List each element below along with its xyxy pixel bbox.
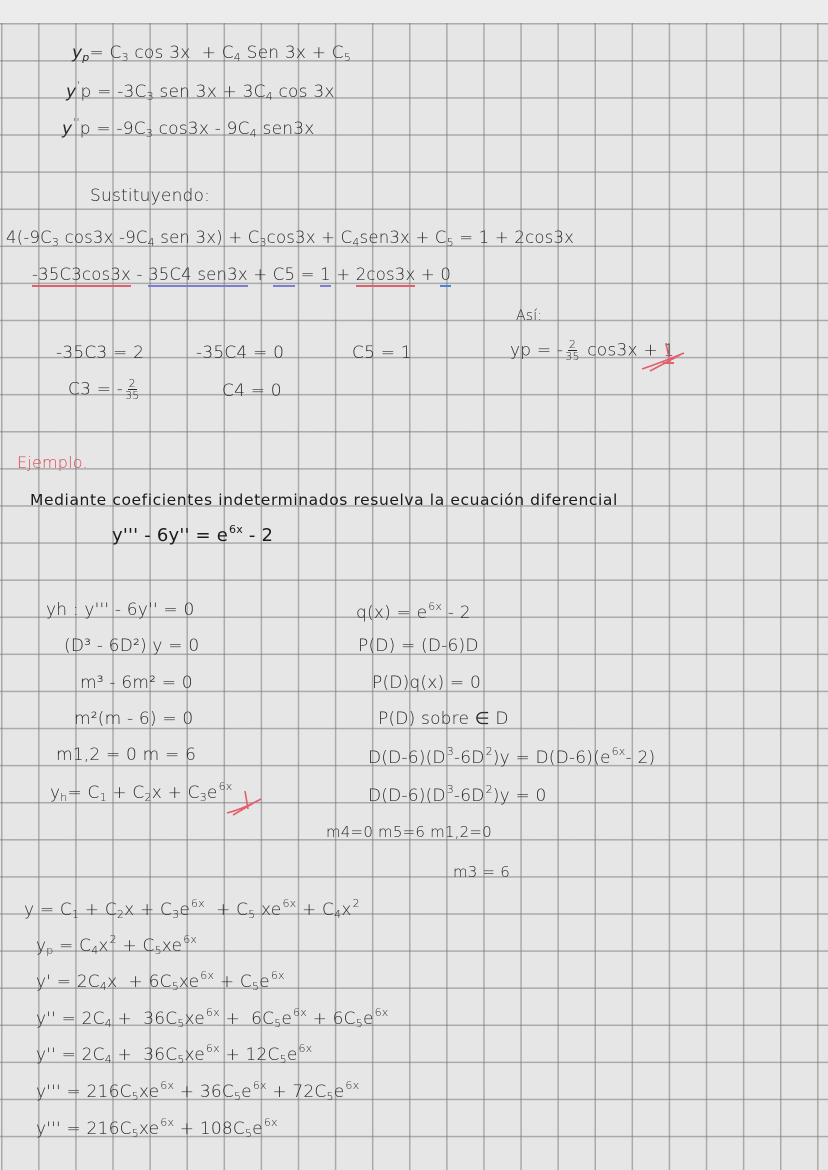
yp-derivative-1: $y' = 2C_4x + 6C_5xe^{6x} + C_5e^{6x}$ [36,969,285,993]
homogeneous-line-5: m1,2 = 0 m = 6 [56,745,197,765]
roots-line: m4=0 m5=6 m1,2=0 [326,823,492,841]
root-m3: m3 = 6 [453,863,511,881]
homogeneous-line-4: m²(m - 6) = 0 [74,709,194,729]
result-yp: yp = - $\frac{2}{35}$ cos3x + 1 [510,338,675,363]
eq-c3: -35C3 = 2 [56,343,145,363]
yp-first-derivative: $y'p = -3C_3$ sen $3x + 3C_4$ cos 3x [66,79,335,103]
yp-derivative-2a: $y'' = 2C_4 + 36C_5xe^{6x} + 6C_5e^{6x} + 6C_5e^{6x}$ [36,1006,389,1030]
example-statement: Mediante coeficientes indeterminados resuelva la ecuación diferencial [30,491,618,509]
term-cos: 2cos3x [356,265,416,287]
term-one: 1 [320,265,331,287]
substituting-label: Sustituyendo: [90,186,211,206]
yp-derivative-2b: $y'' = 2C_4 + 36C_5xe^{6x} + 12C_5e^{6x}$ [36,1042,313,1066]
yp-equation: $y_p= C_3$ $\cos 3x + C_4$ Sen $3x + C_5$ [72,43,352,64]
general-form: $y = C_1 + C_2x + C_3e^{6x} + C_5$ $xe^{6x} + C_4x^2$ [24,897,360,921]
eq-c4: -35C4 = 0 [196,343,285,363]
yp-derivative-3a: $y''' = 216C_5xe^{6x} + 36C_5e^{6x} + 72C_5e^{6x}$ [36,1079,360,1103]
annihilator-line-4: P(D) sobre ∈ D [378,709,509,729]
annihilator-line-2: P(D) = (D-6)D [358,636,479,656]
yp-second-derivative: $y''p = -9C_3$ $\cos 3x - 9C_4$ sen3x [62,116,315,140]
annihilator-line-3: P(D)q(x) = 0 [372,673,481,693]
asi-label: Así: [516,308,543,324]
yp-form: $y_p = C_4x^2 + C_5xe^{6x}$ [36,933,198,957]
sol-c4: C4 = 0 [222,381,282,401]
eq-c5: C5 = 1 [352,343,412,363]
substitution-line: $4(-9C_3$ cos3x $-9C_4$ sen $3x) + C_3\cos 3x + C_4sen3x + C_5 = 1 + 2\cos 3x$ [6,228,575,249]
coefficient-comparison: -35C3cos3x - 35C4 sen3x + C5 = 1 + 2cos3x + 0 [32,265,451,284]
yh-check-mark-icon [225,791,263,817]
example-title: Ejemplo. [17,453,88,472]
homogeneous-line-6: $y_h= C_1 + C_2x + C_3e^{6x}$ [50,780,233,804]
yp-derivative-3b: $y''' = 216C_5xe^{6x} + 108C_5e^{6x}$ [36,1116,278,1140]
example-equation: $y''' - 6y'' = e^{6x} - 2$ [112,523,274,546]
term-c4: 35C4 sen3x [148,265,248,287]
annihilator-line-1: $q(x) = e^{6x} - 2$ [356,600,471,623]
sol-c3: C3 = - $\frac{2}{35}$ [68,377,140,402]
homogeneous-line-2: (D³ - 6D²) y = 0 [64,636,200,656]
fraction: $\frac{2}{35}$ [565,338,580,363]
grid-paper-page [0,23,828,1170]
top-margin-band [0,0,828,23]
annihilator-line-5: $D(D-6)(D^3-6D^2)y = D(D-6)(e^{6x}-$ 2) [368,745,656,768]
result-check-mark-icon [640,341,686,375]
homogeneous-line-1: yh : y''' - 6y'' = 0 [46,600,195,620]
term-c5: C5 [273,265,295,287]
homogeneous-line-3: m³ - 6m² = 0 [80,673,193,693]
term-c3: -35C3cos3x [32,265,131,287]
annihilator-line-6: $D(D-6)(D^3-6D^2)y = 0$ [368,783,547,806]
term-zero: 0 [440,265,451,287]
